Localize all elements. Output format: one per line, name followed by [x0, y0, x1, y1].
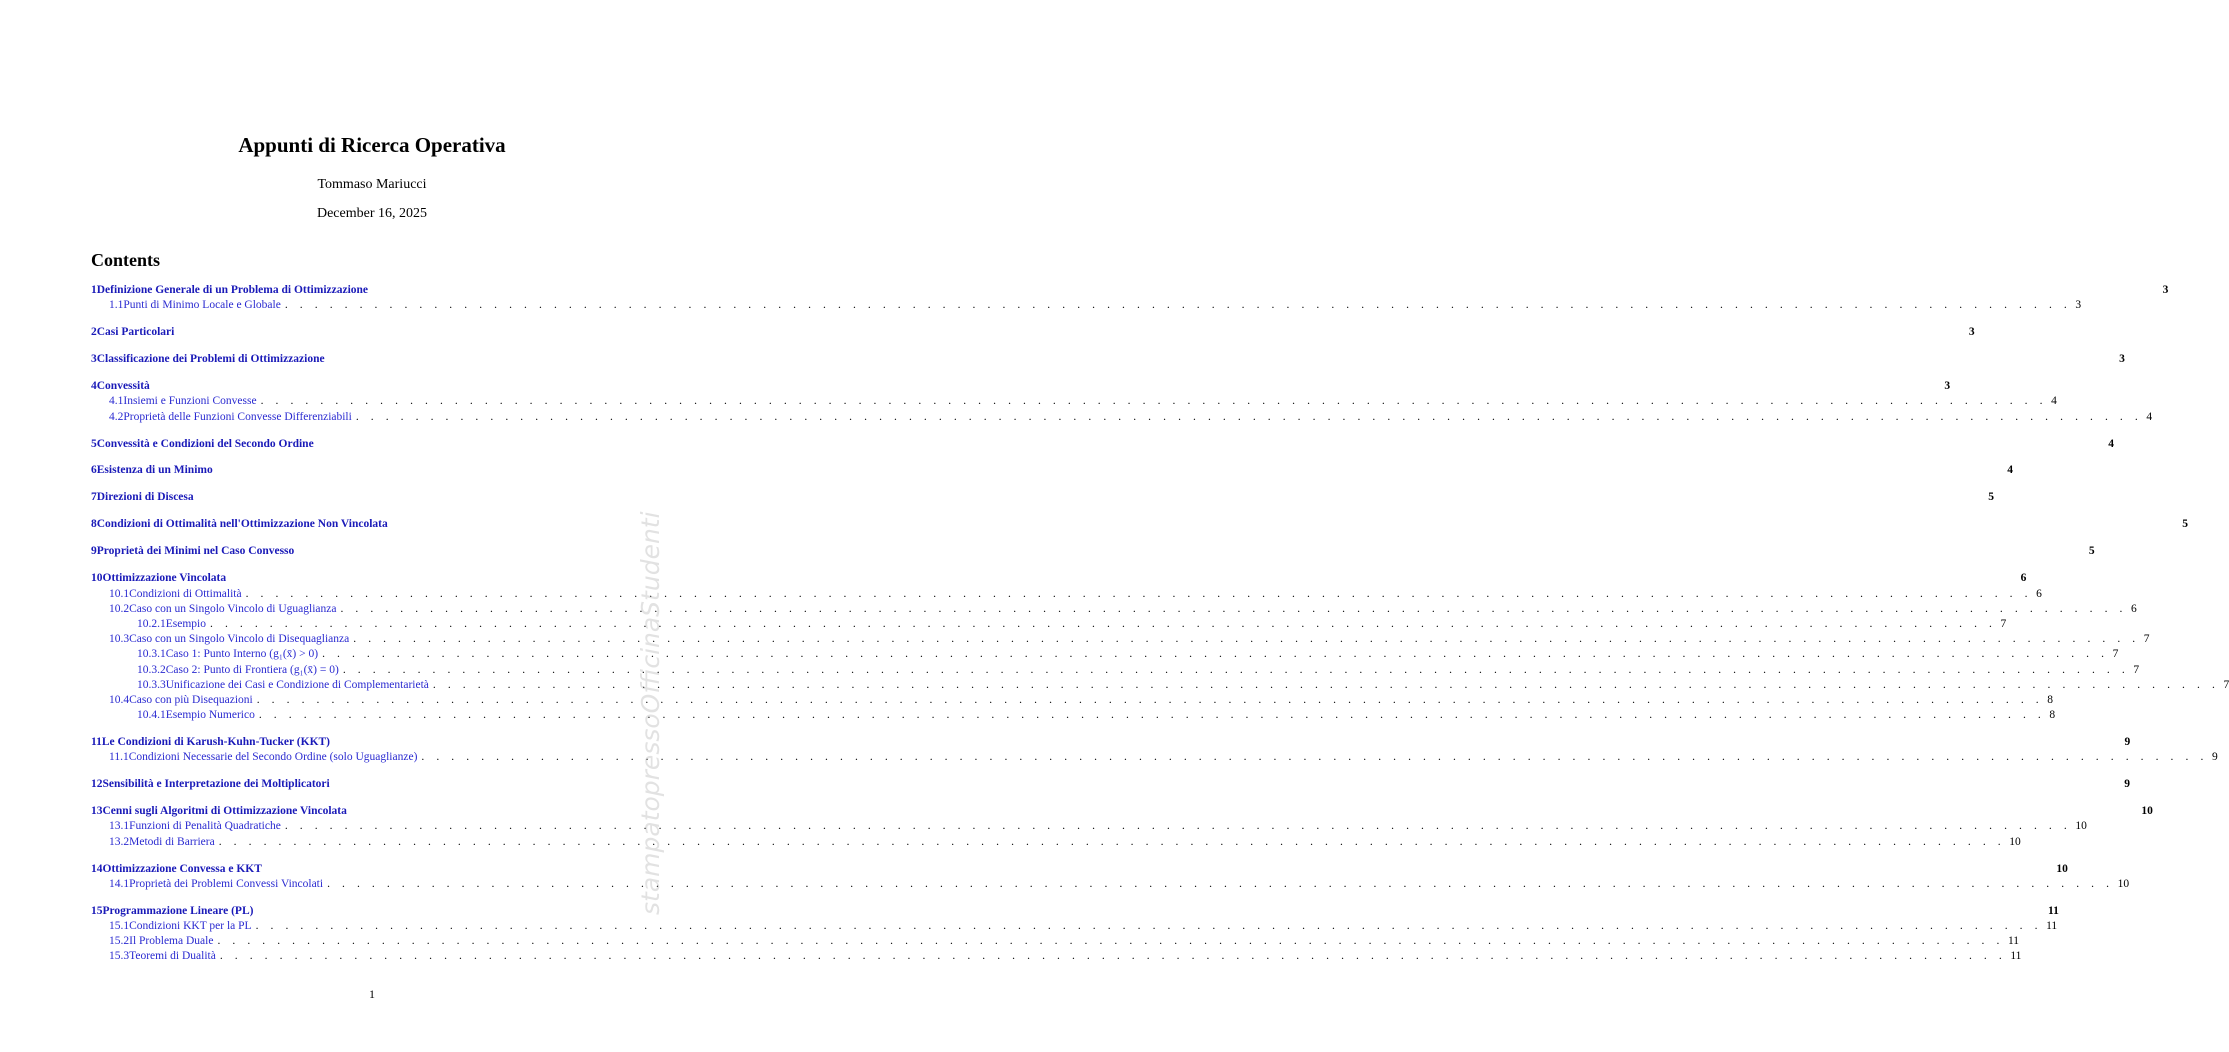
toc-entry[interactable]: [91, 490, 1994, 505]
toc-entry[interactable]: [91, 394, 2057, 409]
toc-entry-title[interactable]: Condizioni KKT per la PL: [129, 919, 252, 932]
dot-leader: . . . . . . . . . . . . . . . . . . . . . . . . . . . . . . . . . . . . . . . . . . . . . . . . . . . . . . . . . . . . . . . . . . . . . . . . . . . . . . . . . . . . . . . . . . . . . . . . . . . . . . . . . . . . . . . . . . . . . . . .: [245, 587, 2033, 600]
toc-entry-number: 1.1: [109, 299, 124, 312]
toc-entry-page: 10: [2056, 862, 2068, 875]
toc-entry-number: 4: [91, 380, 97, 393]
toc-entry[interactable]: [91, 544, 2095, 559]
toc-entry-number: 15.3: [109, 950, 130, 963]
toc-entry-page: 7: [2133, 663, 2140, 676]
toc-entry-page: 10: [2075, 820, 2087, 833]
toc-entry-title[interactable]: Unificazione dei Casi e Condizione di Complementarietà: [165, 678, 429, 691]
toc-entry-page: 9: [2124, 778, 2130, 791]
toc-entry[interactable]: [91, 410, 2153, 425]
toc-entry-title[interactable]: Proprietà delle Funzioni Convesse Differenziabili: [123, 410, 352, 423]
toc-entry-number: 14.1: [109, 877, 130, 890]
toc-entry-number: 3: [91, 353, 97, 366]
toc-entry-page: 10: [2009, 835, 2021, 848]
toc-entry-title[interactable]: Cenni sugli Algoritmi di Ottimizzazione Vincolata: [102, 805, 347, 818]
toc-entry-title[interactable]: Metodi di Barriera: [129, 835, 215, 848]
contents-heading: Contents: [91, 250, 161, 270]
toc-entry-title[interactable]: Caso con più Disequazioni: [129, 693, 253, 706]
toc-entry-number: 10.1: [109, 587, 130, 600]
toc-entry[interactable]: [91, 934, 2020, 949]
toc-entry-number: 1: [91, 284, 97, 296]
document-title: Appunti di Ricerca Operativa: [238, 133, 506, 157]
toc-entry-page: 8: [2049, 709, 2056, 722]
toc-entry-number: 7: [91, 491, 97, 504]
toc-entry-page: 3: [1944, 380, 1951, 393]
toc-entry[interactable]: [91, 647, 2119, 662]
toc-entry-number: 10.3.3: [137, 678, 166, 691]
toc-entry[interactable]: [91, 283, 2169, 298]
toc-entry-title[interactable]: Punti di Minimo Locale e Globale: [123, 299, 281, 312]
toc-entry-title[interactable]: Funzioni di Penalità Quadratiche: [129, 820, 281, 833]
dot-leader: . . . . . . . . . . . . . . . . . . . . . . . . . . . . . . . . . . . . . . . . . . . . . . . . . . . . . . . . . . . . . . . . . . . . . . . . . . . . . . . . . . . . . . . . . . . . . . . . . . . . . . . . . . . . . . . . . . . . . . . .: [218, 835, 2006, 848]
toc-entry-number: 10.2.1: [137, 617, 166, 630]
toc-entry-title[interactable]: Esempio: [165, 617, 206, 630]
toc-entry-page: 11: [2010, 950, 2022, 963]
toc-entry-page: 7: [2112, 648, 2119, 661]
toc-entry-title[interactable]: Programmazione Lineare (PL): [102, 904, 254, 917]
toc-entry-title[interactable]: Condizioni Necessarie del Secondo Ordine (solo Uguaglianze): [128, 751, 418, 764]
toc-entry-page: 3: [2075, 299, 2082, 312]
toc-entry-title[interactable]: Caso con un Singolo Vincolo di Disequaglianza: [129, 633, 350, 646]
toc-entry-number: 10.3: [109, 633, 130, 646]
toc-entry-title[interactable]: Proprietà dei Minimi nel Caso Convesso: [96, 545, 295, 558]
toc-entry[interactable]: [91, 693, 2054, 708]
toc-entry-number: 11.1: [109, 751, 129, 764]
page-number: 1: [369, 987, 375, 1001]
toc-entry[interactable]: [91, 325, 1975, 340]
toc-entry[interactable]: [91, 708, 2056, 723]
toc-entry[interactable]: [91, 819, 2087, 834]
toc-entry-page: 5: [2088, 545, 2095, 558]
toc-entry-page: 4: [2146, 410, 2153, 423]
toc-entry-title[interactable]: Sensibilità e Interpretazione dei Moltiplicatori: [102, 778, 330, 791]
toc-entry[interactable]: [91, 587, 2042, 602]
toc-entry[interactable]: [91, 298, 2082, 313]
toc-entry-number: 11: [91, 736, 102, 749]
toc-entry-title[interactable]: Condizioni di Ottimalità: [129, 587, 242, 600]
toc-entry[interactable]: [91, 602, 2137, 617]
toc-entry-page: 11: [2007, 935, 2020, 948]
toc-entry-page: 3: [2162, 284, 2169, 296]
toc-entry-page: 9: [2124, 736, 2131, 749]
dot-leader: . . . . . . . . . . . . . . . . . . . . . . . . . . . . . . . . . . . . . . . . . . . . . . . . . . . . . . . . . . . . . . . . . . . . . . . . . . . . . . . . . . . . . . . . . . . . . . . . . . . . . . . . . . . . . . . . . . . . . . . .: [255, 919, 2043, 932]
toc-entry[interactable]: [91, 835, 2021, 850]
toc-entry-title[interactable]: Classificazione dei Problemi di Ottimizzazione: [96, 353, 325, 366]
toc-entry-title[interactable]: Esempio Numerico: [165, 709, 255, 722]
dot-leader: . . . . . . . . . . . . . . . . . . . . . . . . . . . . . . . . . . . . . . . . . . . . . . . . . . . . . . . . . . . . . . . . . . . . . . . . . . . . . . . . . . . . . . . . . . . . . . . . . . . . . . . . . . . . . . . . . . . . . . . .: [421, 751, 2208, 764]
toc-entry-number: 10.3.2: [137, 663, 166, 676]
toc-entry-title[interactable]: Caso 1: Punto Interno (g₁(x̄) > 0): [165, 648, 319, 661]
toc-entry-page: 7: [2143, 633, 2150, 646]
toc-entry-title[interactable]: Proprietà dei Problemi Convessi Vincolati: [129, 877, 324, 890]
author: Tommaso Mariucci: [317, 177, 427, 192]
date: December 16, 2025: [316, 206, 428, 221]
toc-entry-title[interactable]: Insiemi e Funzioni Convesse: [123, 395, 257, 408]
toc-entry-title[interactable]: Definizione Generale di un Problema di Ottimizzazione: [96, 284, 369, 296]
toc-entry-number: 5: [91, 437, 97, 450]
toc-entry-title[interactable]: Esistenza di un Minimo: [96, 464, 213, 477]
toc-entry-page: 9: [2211, 751, 2218, 764]
dot-leader: . . . . . . . . . . . . . . . . . . . . . . . . . . . . . . . . . . . . . . . . . . . . . . . . . . . . . . . . . . . . . . . . . . . . . . . . . . . . . . . . . . . . . . . . . . . . . . . . . . . . . . . . . . . . . . . . . . . . . . . .: [342, 663, 2130, 676]
toc-entry[interactable]: [91, 777, 2130, 792]
toc-entry-page: 4: [2051, 395, 2057, 408]
toc-entry-page: 10: [2117, 877, 2130, 890]
toc-entry[interactable]: [91, 571, 2027, 586]
toc-entry[interactable]: [91, 663, 2140, 678]
toc-entry-number: 10.3.1: [137, 648, 166, 661]
toc-entry[interactable]: [91, 904, 2059, 919]
toc-entry-page: 10: [2141, 805, 2153, 818]
toc-entry-number: 10: [91, 572, 103, 585]
toc-entry-page: 11: [2046, 919, 2058, 932]
toc-entry[interactable]: [91, 678, 2229, 693]
toc-entry-number: 12: [91, 778, 103, 791]
dot-leader: . . . . . . . . . . . . . . . . . . . . . . . . . . . . . . . . . . . . . . . . . . . . . . . . . . . . . . . . . . . . . . . . . . . . . . . . . . . . . . . . . . . . . . . . . . . . . . . . . . . . . . . . . . . . . . . . . . . . . . . .: [340, 602, 2128, 615]
dot-leader: . . . . . . . . . . . . . . . . . . . . . . . . . . . . . . . . . . . . . . . . . . . . . . . . . . . . . . . . . . . . . . . . . . . . . . . . . . . . . . . . . . . . . . . . . . . . . . . . . . . . . . . . . . . . . . . . . . . . . . . .: [284, 299, 2072, 312]
toc-entry-page: 7: [2223, 678, 2229, 691]
table-of-contents: [91, 283, 2229, 965]
toc-entry-number: 10.2: [109, 602, 130, 615]
toc-entry-number: 2: [91, 326, 97, 339]
dot-leader: . . . . . . . . . . . . . . . . . . . . . . . . . . . . . . . . . . . . . . . . . . . . . . . . . . . . . . . . . . . . . . . . . . . . . . . . . . . . . . . . . . . . . . . . . . . . . . . . . . . . . . . . . . . . . . . . . . . . . . . .: [256, 693, 2044, 706]
toc-entry-title[interactable]: Caso 2: Punto di Frontiera (g₁(x̄) = 0): [165, 663, 339, 676]
toc-entry-page: 6: [2131, 602, 2137, 615]
toc-entry[interactable]: [91, 517, 2189, 532]
toc-entry[interactable]: [91, 919, 2058, 934]
toc-entry-page: 3: [1968, 326, 1975, 339]
dot-leader: . . . . . . . . . . . . . . . . . . . . . . . . . . . . . . . . . . . . . . . . . . . . . . . . . . . . . . . . . . . . . . . . . . . . . . . . . . . . . . . . . . . . . . . . . . . . . . . . . . . . . . . . . . . . . . . . . . . . . . . .: [258, 709, 2046, 722]
toc-entry-number: 8: [91, 518, 97, 531]
toc-entry[interactable]: [91, 862, 2068, 877]
toc-entry-number: 6: [91, 464, 97, 477]
toc-entry[interactable]: [91, 877, 2130, 892]
toc-entry-page: 11: [2048, 904, 2059, 917]
toc-entry-number: 15.2: [109, 935, 130, 948]
toc-entry-number: 9: [91, 545, 97, 558]
toc-entry[interactable]: [91, 804, 2153, 819]
toc-entry-number: 4.1: [109, 395, 124, 408]
dot-leader: . . . . . . . . . . . . . . . . . . . . . . . . . . . . . . . . . . . . . . . . . . . . . . . . . . . . . . . . . . . . . . . . . . . . . . . . . . . . . . . . . . . . . . . . . . . . . . . . . . . . . . . . . . . . . . . . . . . . . . . .: [260, 395, 2048, 408]
toc-entry-title[interactable]: Teoremi di Dualità: [129, 950, 216, 963]
toc-entry-title[interactable]: Ottimizzazione Convessa e KKT: [102, 862, 262, 875]
toc-entry-page: 6: [2036, 587, 2042, 600]
toc-entry-title[interactable]: Convessità e Condizioni del Secondo Ordine: [96, 437, 314, 450]
toc-entry-title[interactable]: Direzioni di Discesa: [96, 491, 194, 504]
toc-entry-page: 4: [2007, 464, 2014, 477]
toc-entry[interactable]: [91, 437, 2114, 452]
toc-entry-number: 4.2: [109, 410, 124, 423]
toc-entry-page: 5: [1988, 491, 1994, 504]
dot-leader: . . . . . . . . . . . . . . . . . . . . . . . . . . . . . . . . . . . . . . . . . . . . . . . . . . . . . . . . . . . . . . . . . . . . . . . . . . . . . . . . . . . . . . . . . . . . . . . . . . . . . . . . . . . . . . . . . . . . . . . .: [353, 633, 2140, 646]
toc-entry[interactable]: [91, 617, 2007, 632]
toc-entry[interactable]: [91, 735, 2131, 750]
toc-entry-title[interactable]: Condizioni di Ottimalità nell'Ottimizzazione Non Vincolata: [96, 518, 388, 531]
toc-entry-title[interactable]: Convessità: [96, 380, 150, 393]
toc-entry-title[interactable]: Caso con un Singolo Vincolo di Uguaglianza: [129, 602, 337, 615]
toc-entry[interactable]: [91, 463, 2014, 478]
toc-entry[interactable]: [91, 379, 1951, 394]
toc-entry-number: 14: [91, 862, 103, 875]
toc-entry[interactable]: [91, 750, 2218, 765]
watermark: stampatopressoOfficinaStudenti: [636, 511, 665, 915]
toc-entry-number: 15: [91, 904, 103, 917]
toc-entry-title[interactable]: Il Problema Duale: [129, 935, 214, 948]
toc-entry-number: 13.1: [109, 820, 130, 833]
toc-entry-number: 10.4: [109, 693, 130, 706]
toc-entry-title[interactable]: Le Condizioni di Karush-Kuhn-Tucker (KKT): [101, 736, 331, 749]
toc-entry-page: 7: [2000, 617, 2007, 630]
toc-entry[interactable]: [91, 632, 2150, 647]
toc-entry-title[interactable]: Casi Particolari: [96, 326, 175, 339]
dot-leader: . . . . . . . . . . . . . . . . . . . . . . . . . . . . . . . . . . . . . . . . . . . . . . . . . . . . . . . . . . . . . . . . . . . . . . . . . . . . . . . . . . . . . . . . . . . . . . . . . . . . . . . . . . . . . . . . . . . . . . . .: [355, 410, 2143, 423]
toc-entry-number: 13.2: [109, 835, 130, 848]
toc-entry[interactable]: [91, 949, 2022, 964]
toc-entry-page: 6: [2020, 572, 2027, 585]
toc-entry-page: 8: [2047, 693, 2054, 706]
dot-leader: . . . . . . . . . . . . . . . . . . . . . . . . . . . . . . . . . . . . . . . . . . . . . . . . . . . . . . . . . . . . . . . . . . . . . . . . . . . . . . . . . . . . . . . . . . . . . . . . . . . . . . . . . . . . . . . . . . . . . . . .: [284, 820, 2072, 833]
toc-entry-page: 5: [2182, 518, 2189, 531]
toc-entry-number: 10.4.1: [137, 709, 166, 722]
toc-entry[interactable]: [91, 352, 2125, 367]
toc-entry-page: 3: [2119, 353, 2125, 366]
dot-leader: . . . . . . . . . . . . . . . . . . . . . . . . . . . . . . . . . . . . . . . . . . . . . . . . . . . . . . . . . . . . . . . . . . . . . . . . . . . . . . . . . . . . . . . . . . . . . . . . . . . . . . . . . . . . . . . . . . . . . . . .: [432, 678, 2220, 691]
toc-entry-title[interactable]: Ottimizzazione Vincolata: [102, 572, 227, 585]
toc-entry-page: 4: [2108, 437, 2114, 450]
dot-leader: . . . . . . . . . . . . . . . . . . . . . . . . . . . . . . . . . . . . . . . . . . . . . . . . . . . . . . . . . . . . . . . . . . . . . . . . . . . . . . . . . . . . . . . . . . . . . . . . . . . . . . . . . . . . . . . . . . . . . . . .: [219, 950, 2007, 963]
dot-leader: . . . . . . . . . . . . . . . . . . . . . . . . . . . . . . . . . . . . . . . . . . . . . . . . . . . . . . . . . . . . . . . . . . . . . . . . . . . . . . . . . . . . . . . . . . . . . . . . . . . . . . . . . . . . . . . . . . . . . . . .: [322, 648, 2109, 661]
dot-leader: . . . . . . . . . . . . . . . . . . . . . . . . . . . . . . . . . . . . . . . . . . . . . . . . . . . . . . . . . . . . . . . . . . . . . . . . . . . . . . . . . . . . . . . . . . . . . . . . . . . . . . . . . . . . . . . . . . . . . . . .: [217, 935, 2004, 948]
dot-leader: . . . . . . . . . . . . . . . . . . . . . . . . . . . . . . . . . . . . . . . . . . . . . . . . . . . . . . . . . . . . . . . . . . . . . . . . . . . . . . . . . . . . . . . . . . . . . . . . . . . . . . . . . . . . . . . . . . . . . . . .: [327, 877, 2114, 890]
dot-leader: . . . . . . . . . . . . . . . . . . . . . . . . . . . . . . . . . . . . . . . . . . . . . . . . . . . . . . . . . . . . . . . . . . . . . . . . . . . . . . . . . . . . . . . . . . . . . . . . . . . . . . . . . . . . . . . . . . . . . . . .: [210, 617, 1997, 630]
toc-entry-number: 13: [91, 805, 103, 818]
toc-entry-number: 15.1: [109, 919, 130, 932]
